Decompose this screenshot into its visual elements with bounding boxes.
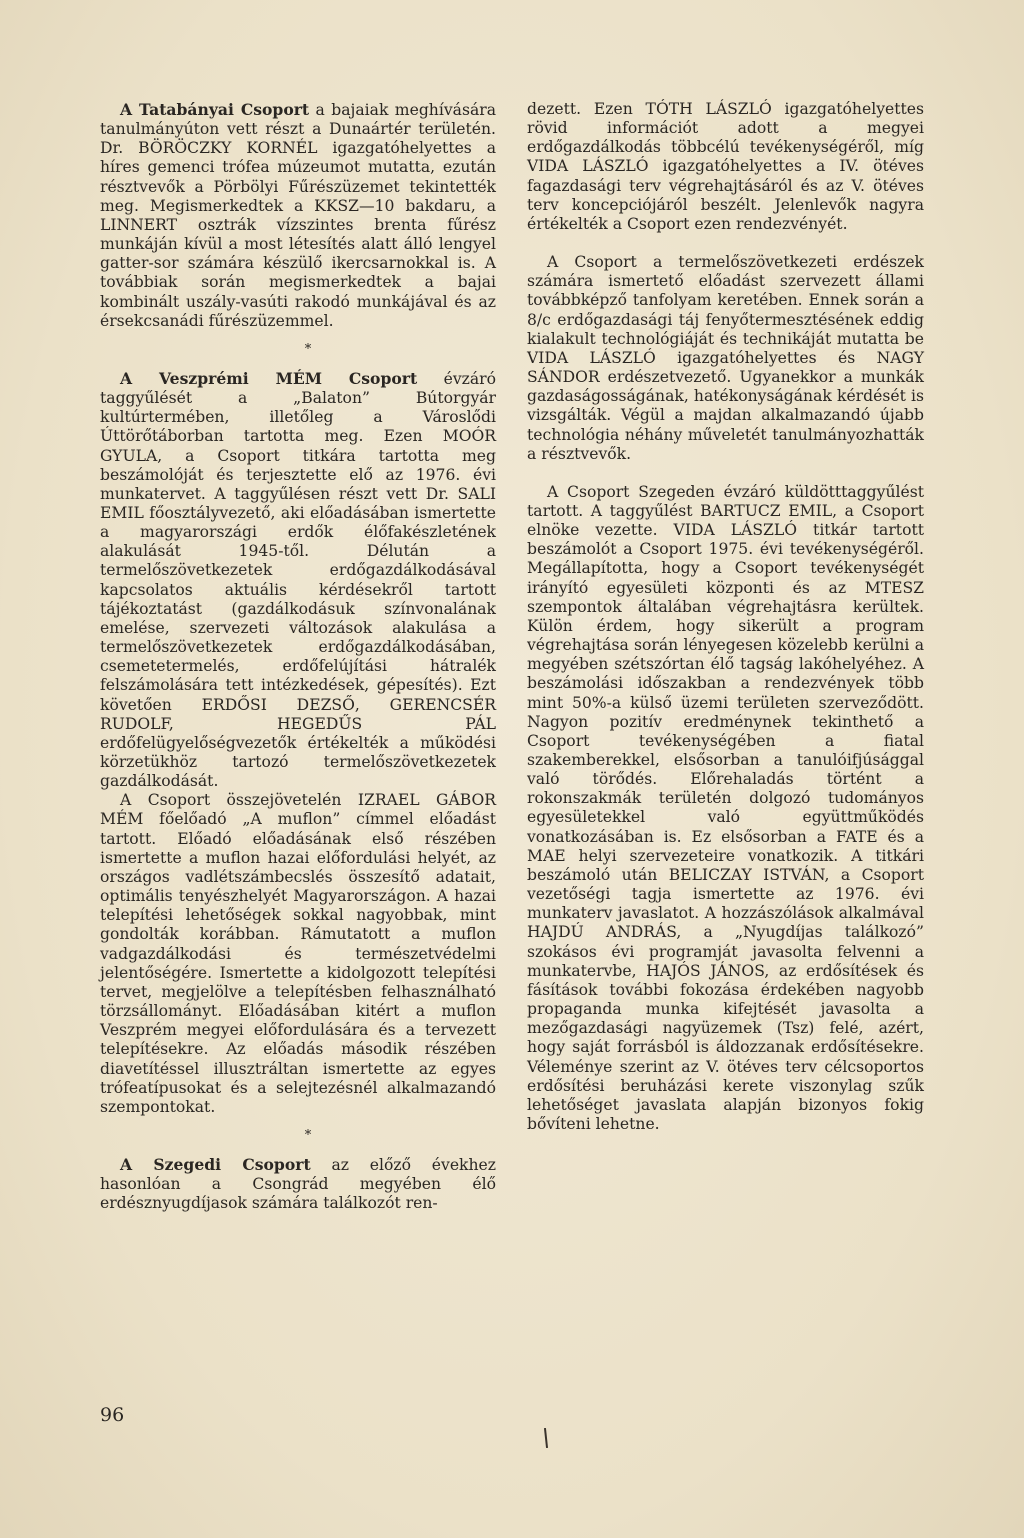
- stray-pen-mark: [544, 1428, 548, 1448]
- page-number: 96: [100, 1404, 125, 1426]
- right-column: [527, 100, 924, 1134]
- left-column: [100, 100, 496, 1213]
- paragraph-muflon: A Csoport összejövetelén IZRAEL GÁBOR MÉM főelőadó „A muflon” címmel előadást tartott. Előadó előadásának első részében ismertette a muflon hazai előfordulási helyét, az országos vadlétszámbecslés összesítő adatait, optimális tenyészhelyét Magyarországon. A hazai telepítési lehetőségek sokkal nagyobbak, mint gondolták korábban. Rámutatott a muflon vadgazdálkodási és természetvédelmi jelentőségére. Ismertette a kidolgozott telepítési tervet, megjelölve a telepítésben felhasználható törzsállományt. Előadásában kitért a muflon Veszprém megyei előfordulására és a tervezett telepítésekre. Az előadás második részében diavetítéssel illusztráltan ismertette az egyes trófeatípusokat és a selejtezésnél alkalmazandó szempontokat.: [100, 791, 496, 1116]
- section-separator: *: [304, 341, 312, 357]
- paragraph-tsz-training: A Csoport a termelőszövetkezeti erdészek számára ismertető előadást szervezett állami továbbképző tanfolyam keretében. Ennek során a 8/c erdőgazdasági táj fenyőtermesztésének eddig kialakult technológiáját és technikáját mutatta be VIDA LÁSZLÓ igazgatóhelyettes és NAGY SÁNDOR erdészetvezető. Ugyanekkor a munkák gazdaságosságának, hatékonyságának kérdését is vizsgálták. Végül a majdan alkalmazandó újabb technológia néhány műveletét tanulmányozhatták a résztvevők.: [527, 253, 924, 463]
- section-lead: A Veszprémi MÉM Csoport: [120, 368, 418, 388]
- paragraph-veszprem: A Veszprémi MÉM Csoport évzáró taggyűlését a „Balaton” Bútorgyár kultúrtermében, illetőleg a Városlődi Úttörőtáborban tartotta meg. Ezen MOÓR GYULA, a Csoport titkára tartotta meg beszámolóját és terjesztette elő az 1976. évi munkatervet. A taggyűlésen részt vett Dr. SALI EMIL főosztályvezető, aki előadásában ismertette a magyarországi erdők élőfakészletének alakulását 1945-től. Délután a termelőszövetkezetek erdőgazdálkodásával kapcsolatos aktuális kérdésekről tartott tájékoztatást (gazdálkodásuk színvonalának emelése, szervezeti változások alakulása a termelőszövetkezetek erdőgazdálkodásában, csemetetermelés, erdőfelújítási hátralék felszámolására tett intézkedések, gépesítés). Ezt követően ERDŐSI DEZSŐ, GERENCSÉR RUDOLF, HEGEDŰS PÁL erdőfelügyelőségvezetők értékelték a működési körzetükhöz tartozó termelőszövetkezetek gazdálkodását.: [100, 368, 496, 791]
- section-separator: *: [304, 1127, 312, 1143]
- section-lead: A Tatabányai Csoport: [120, 100, 310, 119]
- section-lead: A Szegedi Csoport: [120, 1154, 311, 1174]
- paragraph-tatabanya: A Tatabányai Csoport a bajaiak meghívására tanulmányúton vett részt a Dunaártér területén. Dr. BÖRÖCZKY KORNÉL igazgatóhelyettes a híres gemenci trófea múzeumot mutatta, ezután résztvevők a Pörbölyi Fűrészüzemet tekintették meg. Megismerkedtek a KKSZ—10 bakdaru, a LINNERT osztrák vízszintes brenta fűrész munkáján kívül a most létesítés alatt álló lengyel gatter-sor számára készülő ikercsarnokkal is. A továbbiak során megismerkedtek a bajai kombinált uszály-vasúti rakodó munkájával és az érsekcsanádi fűrészüzemmel.: [100, 100, 496, 330]
- paragraph-szeged-cont: dezett. Ezen TÓTH LÁSZLÓ igazgatóhelyettes rövid információt adott a megyei erdőgazdálkodás többcélú tevékenységéről, míg VIDA LÁSZLÓ igazgatóhelyettes a IV. ötéves fagazdasági terv végrehajtásáról és az V. ötéves terv koncepciójáról beszélt. Jelenlevők nagyra értékelték a Csoport ezen rendezvényét.: [527, 100, 924, 233]
- paragraph-szeged-assembly: A Csoport Szegeden évzáró küldötttaggyűlést tartott. A taggyűlést BARTUCZ EMIL, a Csoport elnöke vezette. VIDA LÁSZLÓ titkár tartott beszámolót a Csoport 1975. évi tevékenységéről. Megállapította, hogy a Csoport tevékenységét irányító egyesületi központi és az MTESZ szempontok általában végrehajtásra kerültek. Külön érdem, hogy sikerült a program végrehajtása során lényegesen közelebb kerülni a megyében szétszórtan élő tagság lakóhelyéhez. A beszámolási időszakban a rendezvények több mint 50%-a külső üzemi területen szerveződött. Nagyon pozitív eredménynek tekinthető a Csoport tevékenységében a fiatal szakemberekkel, elsősorban a tanulóifjúsággal való törődés. Előrehaladás történt a rokonszakmák területén dolgozó tudományos egyesületekkel való együttműködés vonatkozásában is. Ez elsősorban a FATE és a MAE helyi szervezeteire vonatkozik. A titkári beszámoló után BELICZAY ISTVÁN, a Csoport vezetőségi tagja ismertette az 1976. évi munkaterv javaslatot. A hozzászólások alkalmával HAJDÚ ANDRÁS, a „Nyugdíjas találkozó” szokásos évi programját javasolta felvenni a munkatervbe, HAJÓS JÁNOS, az erdősítések és fásítások további fokozása érdekében nagyobb propaganda munka kifejtését javasolta a mezőgazdasági nagyüzemek (Tsz) felé, azért, hogy saját forrásból is áldozzanak erdősítésekre. Véleménye szerint az V. ötéves terv célcsoportos erdősítési beruházási kerete viszonylag szűk lehetőséget javaslata alapján bizonyos fokig bővíteni lehetne.: [527, 482, 924, 1133]
- paragraph-szeged: A Szegedi Csoport az előző évekhez hasonlóan a Csongrád megyében élő erdésznyugdíjasok számára találkozót ren-: [100, 1154, 496, 1213]
